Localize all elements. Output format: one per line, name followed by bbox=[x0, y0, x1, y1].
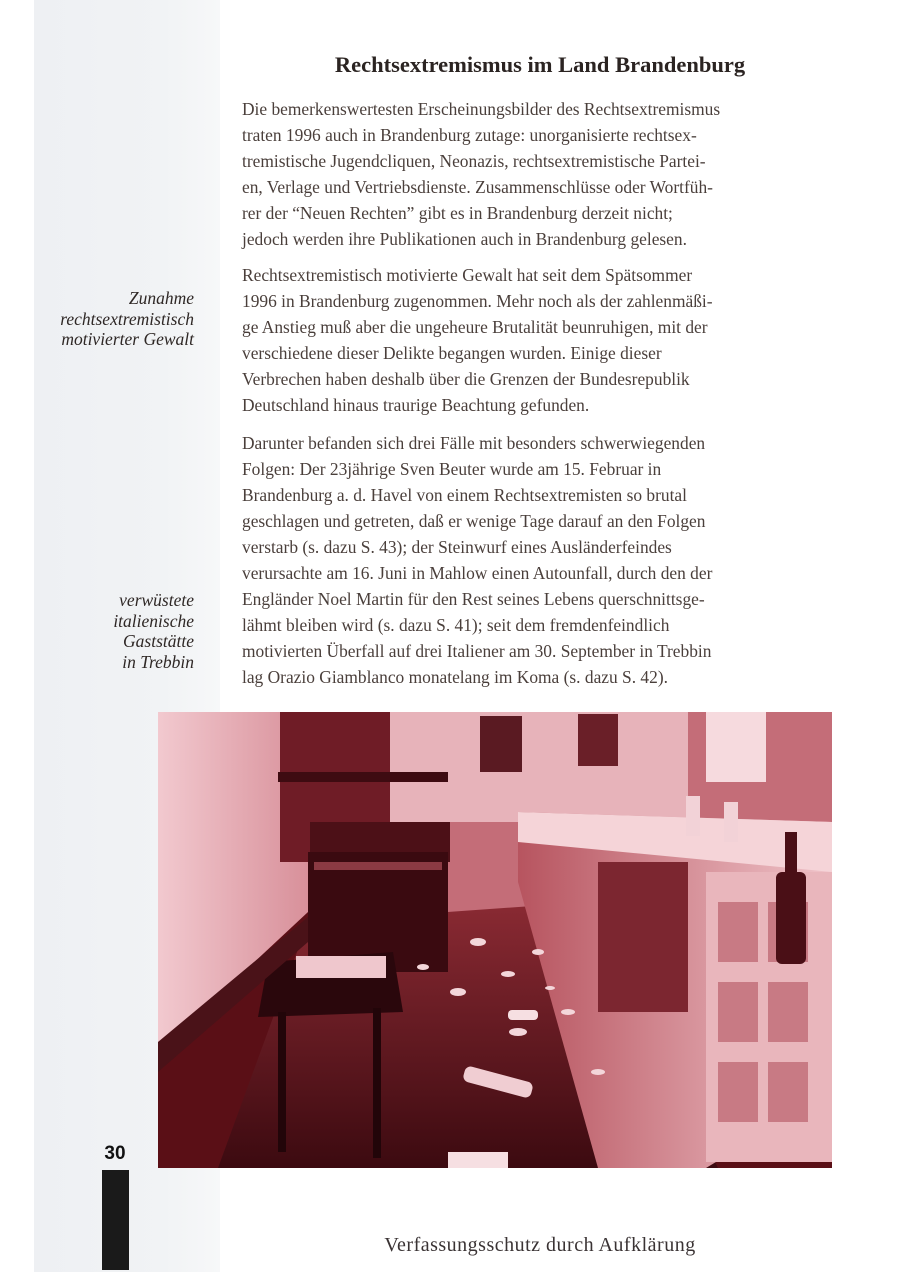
page-number-bar bbox=[102, 1170, 129, 1270]
footer-text: Verfassungsschutz durch Aufklärung bbox=[384, 1234, 696, 1256]
body-paragraph: Darunter befanden sich drei Fälle mit besonders schwerwiegenden Folgen: Der 23jährige Sven Beuter wurde am 15. Februar in Brandenburg a. d. Havel von einem Rechtsextremisten so brutal geschlagen und getreten, daß er wenige Tage darauf an den Folgen verstarb (s. dazu S. 43); der Steinwurf eines Ausländerfeindes verursachte am 16. Juni in Mahlow einen Autounfall, durch den der Engländer Noel Martin für den Rest seines Lebens querschnittsge- lähmt bleiben wird (s. dazu S. 41); seit dem fremdenfeindlich motivierten Überfall auf drei Italiener am 30. September in Trebbin lag Orazio Giamblanco monatelang im Koma (s. dazu S. 42). bbox=[242, 433, 713, 687]
body-paragraph: Rechtsextremistisch motivierte Gewalt hat seit dem Spätsommer 1996 in Brandenburg zugenommen. Mehr noch als der zahlenmäßi- ge Anstieg muß aber die ungeheure Brutalität beunruhigen, mit der verschiedene dieser Delikte begangen wurden. Einige dieser Verbrechen haben deshalb über die Grenzen der Bundesrepublik Deutschland hinaus traurige Beachtung gefunden. bbox=[242, 265, 713, 415]
devastated-restaurant-photo bbox=[158, 712, 832, 1168]
page-number: 30 bbox=[104, 1143, 126, 1164]
margin-note-restaurant: verwüstete italienische Gaststätte in Trebbin bbox=[113, 590, 194, 672]
margin-note-violence: Zunahme rechtsextremistisch motivierter Gewalt bbox=[60, 288, 194, 349]
page-title: Rechtsextremismus im Land Brandenburg bbox=[334, 52, 746, 77]
body-paragraph: Die bemerkenswertesten Erscheinungsbilder des Rechtsextremismus traten 1996 auch in Brandenburg zutage: unorganisierte rechtsex- tremistische Jugendcliquen, Neonazis, rechtsextremistische Partei- en, Verlage und Vertriebsdienste. Zusammenschlüsse oder Wortfüh- rer der “Neuen Rechten” gibt es in Brandenburg derzeit nicht; jedoch werden ihre Publikationen auch in Brandenburg gelesen. bbox=[242, 99, 721, 249]
